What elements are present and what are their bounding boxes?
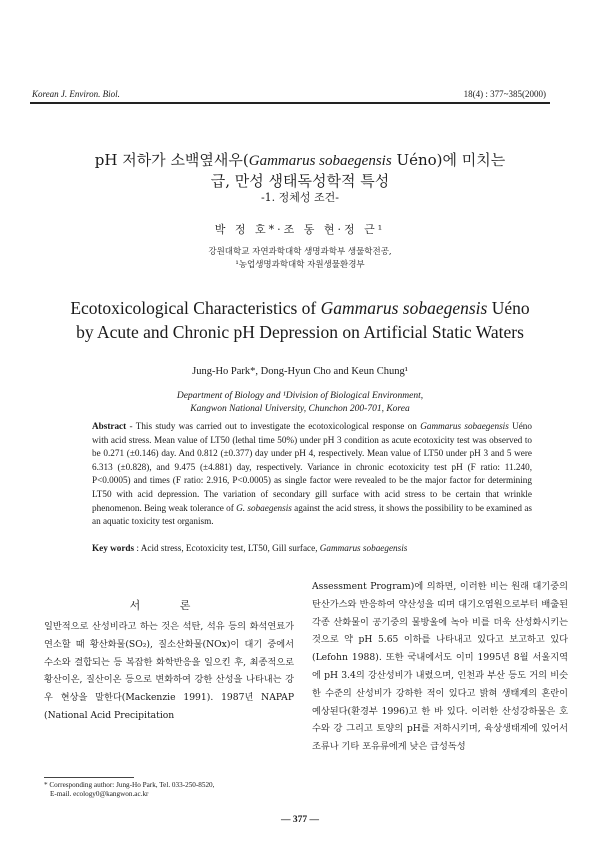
abstract-text-c: against the acid stress, it shows the possibility to be examined as an aquatic toxicity test organism. [92,502,533,527]
korean-title-part-a: pH 저하가 소백옆새우( [94,151,249,169]
english-title-line2: by Acute and Chronic pH Depression on Artificial Static Waters [76,322,524,342]
korean-affil-line1: 강원대학교 자연과학대학 생명과학부 생물학전공, [208,247,392,257]
volume-info: 18(4) : 377~385(2000) [463,89,546,99]
journal-name: Korean J. Environ. Biol. [32,89,120,99]
footnote-line2: E-mail. ecology0@kangwon.ac.kr [50,790,149,798]
abstract-label: Abstract [92,421,127,431]
english-title [30,296,570,344]
footnote [44,781,214,799]
korean-title-part-b: Uéno)에 미치는 [391,151,506,169]
korean-affil-line2: ¹농업생명과학대학 자원생물환경부 [235,260,365,270]
abstract [92,420,532,529]
abstract-species: Gammarus sobaegensis [420,421,509,431]
korean-title-species: Gammarus sobaegensis [248,153,392,169]
abstract-text-b: Uéno with acid stress. Mean value of LT50 (lethal time 50%) under pH 3 condition as acute ecotoxicity test was observed to be 0.271 (±0.146) day. And 0.812 (±0.377) day under pH 4, respectively. Mean value of LT50 under pH 3 and 5 were 6.313 (±0.828), and 9.475 (±4.881) day, respectively. Variance in chronic ecotoxicity test pH (F ratio: 11.240, P<0.0005) and times (F ratio: 2.916, P<0.0005) as single factor were revealed to be the major factor for determining LT50 with acid depression. The variation of secondary gill surface with acid stress to be certain that wrinkle phenomenon. Being weak tolerance of [92,421,532,513]
korean-subtitle: -1. 정체성 조건- [260,191,340,204]
body-left-column: 일반적으로 산성비라고 하는 것은 석탄, 석유 등의 화석연료가 연소할 때 황산화물(SO₂), 질소산화물(NOx)이 대기 중에서 수소와 결합되는 등 복잡한 화학반응을 일으킨 후, 최종적으로 황산이온, 질산이온 등으로 변화하여 강한 산성을 나타내는 강우 현상을 말한다(Mackenzie 1991). 1987년 NAPAP (National Acid Precipitation [44,621,294,721]
body-right-column: Assessment Program)에 의하면, 이러한 비는 원래 대기중의 탄산가스와 반응하여 약산성을 띠며 대기오염원으로부터 배출된 각종 산화물이 공기중의 물방울에 녹아 비를 더욱 산성화시키는 것으로 약 pH 5.65 이하를 나타내고 있다고 보고하고 있다(Lefohn 1988). 또한 국내에서도 이미 1995년 8월 서울지역에 pH 3.4의 강산성비가 내렸으며, 인천과 부산 등도 거의 비슷한 수준의 산성비가 강하한 적이 있다고 밝혀 생태계의 혼란이 예상된다(환경부 1996)고 한 바 있다. 이러한 산성강하물은 호수와 강 그리고 토양의 pH를 저하시키며, 육상생태계에 있어서 조류나 기타 포유류에게 낮은 급성독성 [312,581,568,753]
korean-title [40,150,560,191]
english-title-part-a: Ecotoxicological Characteristics of [70,298,321,318]
english-title-species: Gammarus sobaegensis [320,298,488,318]
korean-affiliation [40,246,560,272]
english-affil-line2: Kangwon National University, Chunchon 200-701, Korea [190,404,410,414]
keywords-species: Gammarus sobaegensis [319,543,408,553]
keywords-text: : Acid stress, Ecotoxicity test, LT50, Gill surface, [134,543,320,553]
keywords [92,543,532,553]
page-number: — 377 — [281,815,319,825]
english-affiliation [40,390,560,416]
keywords-label: Key words [92,543,135,553]
english-title-part-b: Uéno [487,298,530,318]
header-rule [30,102,550,104]
abstract-species-short: G. sobaegensis [236,502,292,513]
english-affil-line1: Department of Biology and ¹Division of Biological Environment, [176,391,424,401]
english-authors: Jung-Ho Park*, Dong-Hyun Cho and Keun Chung¹ [192,366,408,377]
korean-title-line2: 급, 만성 생태독성학적 특성 [210,172,390,190]
section-heading-introduction: 서 론 [129,599,209,612]
korean-authors: 박 정 호*·조 동 현·정 근¹ [214,223,386,236]
footnote-rule [44,777,134,778]
abstract-text-a: - This study was carried out to investigate the ecotoxicological response on [126,421,421,431]
footnote-line1: * Corresponding author: Jung-Ho Park, Tel. 033-250-8520, [44,781,215,789]
